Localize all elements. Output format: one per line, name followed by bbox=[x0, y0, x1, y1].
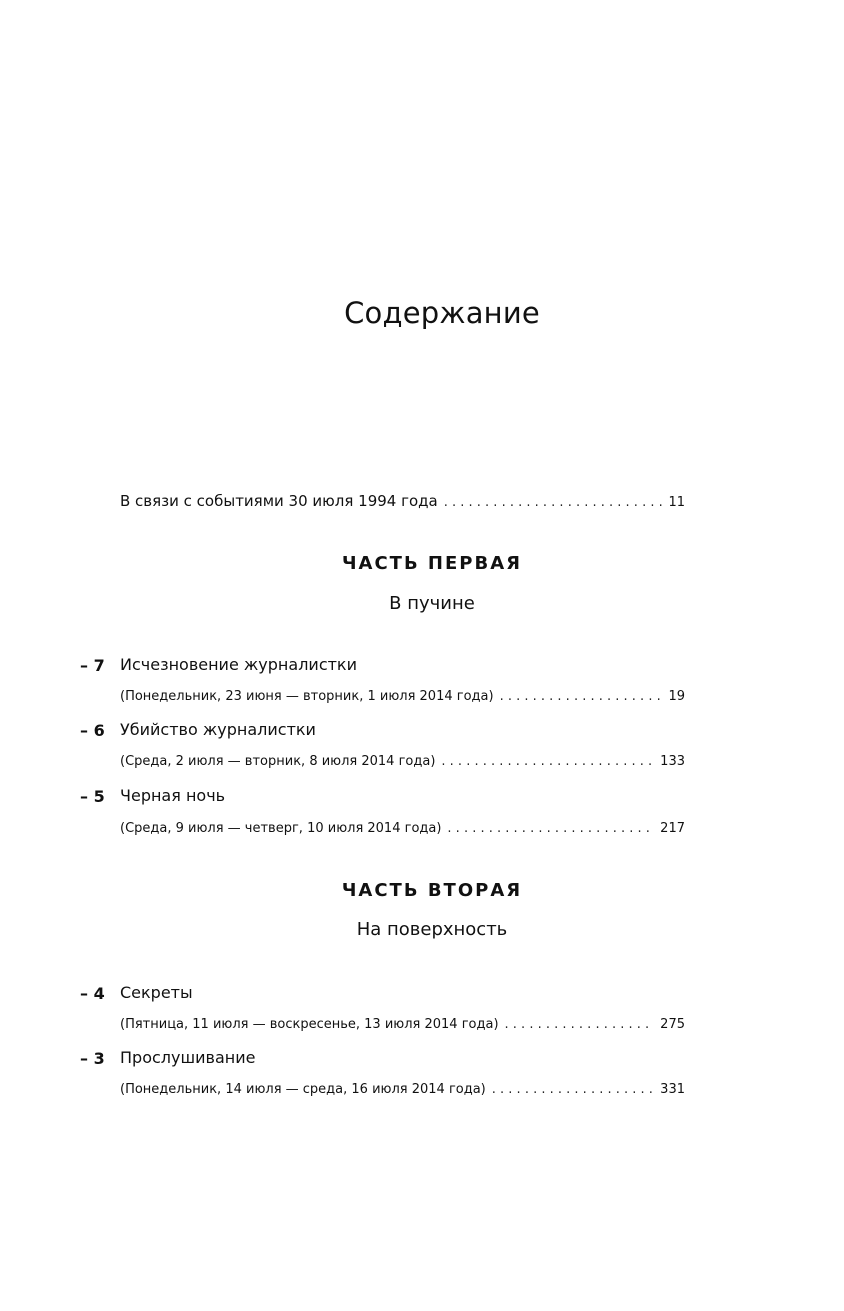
chapter-number: – 4 bbox=[80, 984, 105, 1003]
chapter-title[interactable]: Исчезновение журналистки bbox=[120, 655, 357, 674]
chapter-dates: (Понедельник, 14 июля — среда, 16 июля 2014 года) bbox=[120, 1082, 486, 1097]
chapter-dates: (Понедельник, 23 июня — вторник, 1 июля 2014 года) bbox=[120, 689, 494, 704]
chapter-dates: (Среда, 9 июля — четверг, 10 июля 2014 года) bbox=[120, 821, 442, 836]
chapter-dates: (Пятница, 11 июля — воскресенье, 13 июля 2014 года) bbox=[120, 1017, 499, 1032]
toc-entry-text: В связи с событиями 30 июля 1994 года bbox=[120, 492, 438, 510]
chapter-number: – 5 bbox=[80, 787, 105, 806]
page-title: Содержание bbox=[344, 296, 540, 330]
chapter-number: – 7 bbox=[80, 656, 105, 675]
toc-entry-dates[interactable] bbox=[120, 686, 685, 704]
toc-page-number: 11 bbox=[668, 495, 685, 510]
toc-entry-dates[interactable] bbox=[120, 751, 685, 769]
chapter-dates: (Среда, 2 июля — вторник, 8 июля 2014 года) bbox=[120, 754, 436, 769]
toc-page-number: 133 bbox=[660, 754, 685, 769]
leader-dots bbox=[500, 686, 663, 704]
leader-dots bbox=[505, 1014, 655, 1032]
chapter-title[interactable]: Убийство журналистки bbox=[120, 720, 316, 739]
toc-page-number: 275 bbox=[660, 1017, 685, 1032]
leader-dots bbox=[447, 818, 654, 836]
chapter-number: – 3 bbox=[80, 1049, 105, 1068]
toc-entry-intro[interactable] bbox=[120, 492, 685, 510]
leader-dots bbox=[441, 751, 654, 769]
toc-page-number: 19 bbox=[668, 689, 685, 704]
part-subtitle: В пучине bbox=[389, 593, 475, 614]
toc-entry-dates[interactable] bbox=[120, 1014, 685, 1032]
chapter-number: – 6 bbox=[80, 721, 105, 740]
leader-dots bbox=[492, 1079, 654, 1097]
toc-page-number: 217 bbox=[660, 821, 685, 836]
toc-page-number: 331 bbox=[660, 1082, 685, 1097]
toc-entry-dates[interactable] bbox=[120, 818, 685, 836]
part-label: ЧАСТЬ ПЕРВАЯ bbox=[341, 553, 522, 574]
chapter-title[interactable]: Прослушивание bbox=[120, 1048, 256, 1067]
part-label: ЧАСТЬ ВТОРАЯ bbox=[341, 880, 523, 901]
leader-dots bbox=[444, 492, 663, 510]
chapter-title[interactable]: Секреты bbox=[120, 983, 193, 1002]
part-subtitle: На поверхность bbox=[356, 919, 508, 940]
toc-entry-dates[interactable] bbox=[120, 1079, 685, 1097]
chapter-title[interactable]: Черная ночь bbox=[120, 786, 226, 805]
